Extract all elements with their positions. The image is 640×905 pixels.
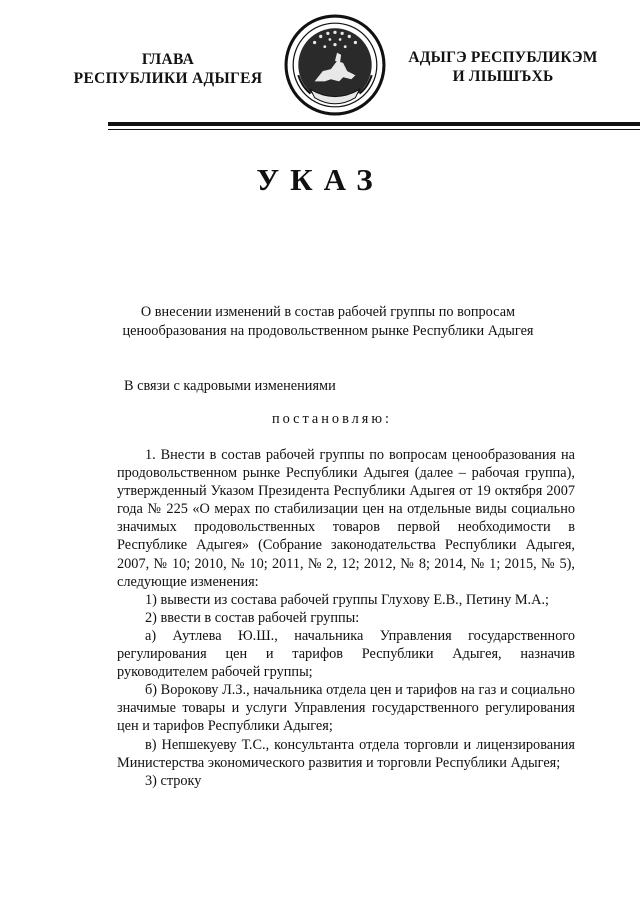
issuer-line-adyghe-2: И ЛІЫШЪХЬ [452,68,554,85]
header-rule-thin [108,129,640,130]
paragraph-5: б) Ворокову Л.З., начальника отдела цен и тарифов на газ и социально значимые товары и услуги Управления государственного регулирования цен и тарифов Республики Адыгея; [117,682,575,735]
document-title: УКАЗ [256,162,384,197]
paragraph-2: 1) вывести из состава рабочей группы Глухову Е.В., Петину М.А.; [145,591,549,608]
coat-of-arms-icon [284,14,386,116]
issuer-header-adyghe [398,48,608,86]
paragraph-6: в) Непшекуеву Т.С., консультанта отдела торговли и лицензирования Министерства экономического развития и торговли Республики Адыгея; [117,736,575,771]
issuer-header-russian [52,50,284,88]
paragraph-4: а) Аутлева Ю.Ш., начальника Управления государственного регулирования цен и тарифов Республики Адыгея, назначив руководителем рабочей группы; [117,627,575,681]
header-rule-thick [108,122,640,126]
paragraph-1: 1. Внести в состав рабочей группы по вопросам ценообразования на продовольственном рынке Республики Адыгея (далее – рабочая группа), утвержденный Указом Президента Республики Адыгея от 19 октября 2007 года № 225 «О мерах по стабилизации цен на отдельные виды социально значимых продовольственных товаров первой необходимости в Республике Адыгея» (Собрание законодательства Республики Адыгея, 2007, № 10; 2010, № 10; 2011, № 2, 12; 2012, № 8; 2014, № 1; 2015, № 5), следующие изменения: [117,447,575,590]
paragraph-3: 2) ввести в состав рабочей группы: [145,609,360,626]
issuer-line-2: РЕСПУБЛИКИ АДЫГЕЯ [73,70,263,87]
decree-word: постановляю: [272,411,392,427]
issuer-line-adyghe-1: АДЫГЭ РЕСПУБЛИКЭМ [408,49,598,66]
paragraph-7: 3) строку [145,772,202,789]
preamble: В связи с кадровыми изменениями [124,378,336,394]
document-body [117,446,575,790]
document-subject: О внесении изменений в состав рабочей группы по вопросам ценообразования на продовольственном рынке Республики Адыгея [122,304,534,339]
issuer-line-1: ГЛАВА [141,51,195,68]
